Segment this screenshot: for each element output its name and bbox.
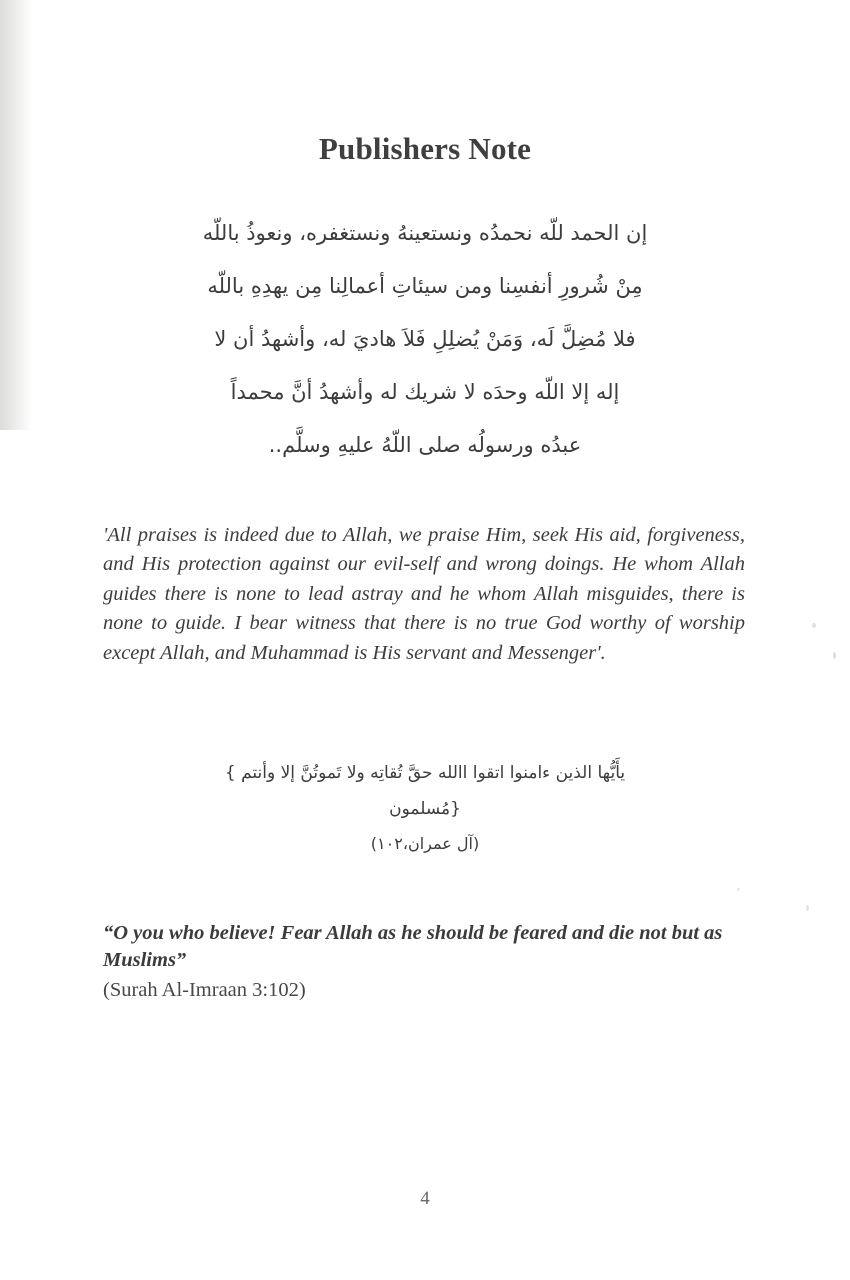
arabic-khutbah-block bbox=[125, 207, 725, 472]
verse-english-quote: “O you who believe! Fear Allah as he should be feared and die not but as Muslims” bbox=[103, 922, 723, 971]
scan-artifact-speck bbox=[737, 888, 740, 891]
arabic-khutbah-line: مِنْ شُرورِ أنفسِنا ومن سيئاتِ أعمالِنا مِن يهدِهِ باللّه bbox=[207, 274, 643, 298]
arabic-khutbah-line: إله إلا اللّه وحدَه لا شريك له وأشهدُ أنَّ محمداً bbox=[230, 380, 620, 404]
arabic-verse-line: {مُسلمون bbox=[389, 799, 461, 819]
arabic-verse-line: يأَيُّها الذين ءامنوا اتقوا االله حقَّ تُقاتِه ولا تَموتُنَّ إلا وأنتم } bbox=[224, 763, 626, 783]
arabic-khutbah-line: إن الحمد للّه نحمدُه ونستعينهُ ونستغفره، ونعوذُ باللّه bbox=[202, 221, 648, 245]
page-number: 4 bbox=[420, 1188, 430, 1209]
arabic-verse-reference: (آل عمران،١٠٢) bbox=[370, 834, 480, 853]
arabic-quran-verse-block bbox=[150, 755, 700, 861]
verse-translation-block bbox=[103, 920, 751, 1005]
khutbah-english-translation: 'All praises is indeed due to Allah, we praise Him, seek His aid, forgiveness, and His protection against our evil-self and wrong doings. He whom Allah guides there is none to lead astray and he whom Allah misguides, there is none to guide. I bear witness that there is no true God worthy of worship except Allah, and Muhammad is His servant and Messenger'. bbox=[103, 523, 745, 664]
arabic-khutbah-line: عبدُه ورسولُه صلى اللّهُ عليهِ وسلَّم.. bbox=[268, 433, 582, 457]
scan-gutter-shadow bbox=[0, 0, 38, 430]
page-title: Publishers Note bbox=[318, 130, 532, 166]
verse-english-source: (Surah Al-Imraan 3:102) bbox=[103, 979, 306, 1001]
scan-artifact-speck bbox=[833, 652, 836, 659]
arabic-khutbah-line: فلا مُضِلَّ لَه، وَمَنْ يُضلِلِ فَلاَ هاديَ له، وأشهدُ أن لا bbox=[214, 327, 636, 351]
scan-artifact-speck bbox=[812, 623, 816, 628]
scan-artifact-speck bbox=[806, 905, 809, 911]
